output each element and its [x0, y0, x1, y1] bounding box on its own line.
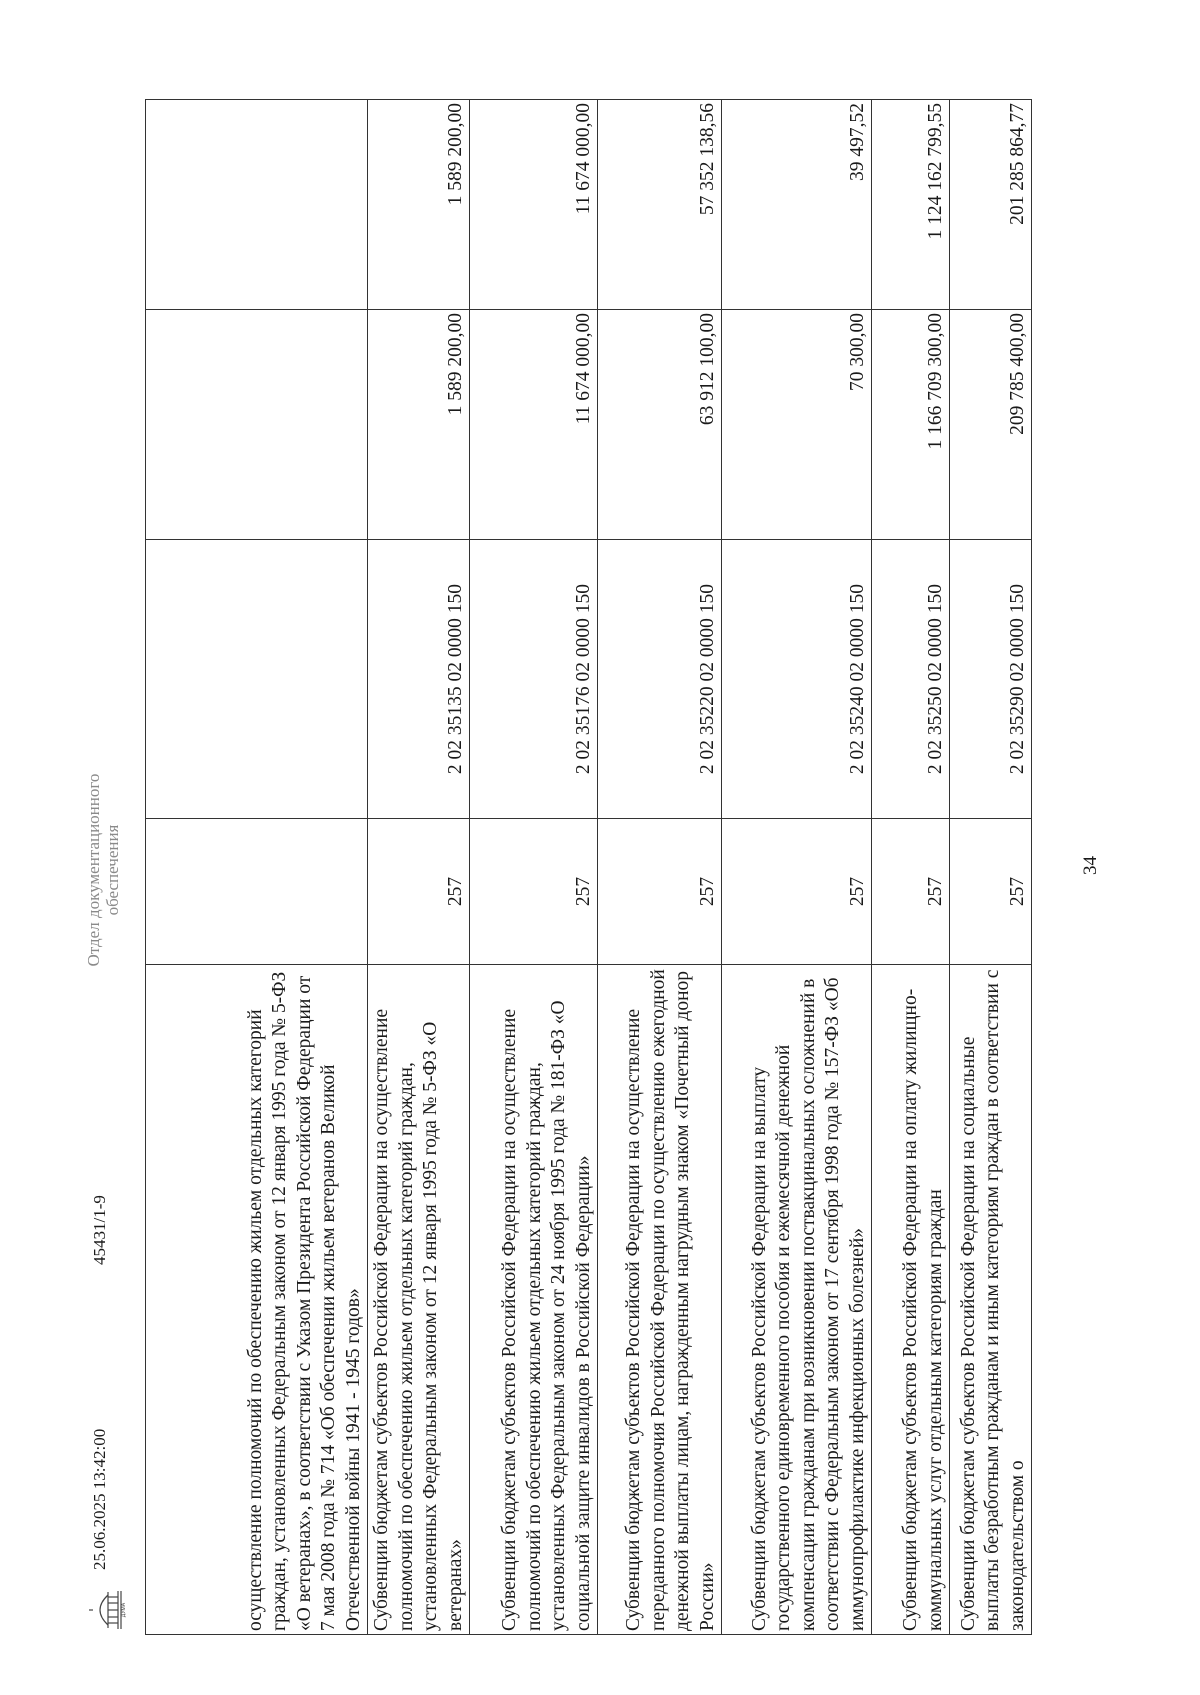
row-admin-code: 257 — [368, 819, 470, 965]
page-number: 34 — [1080, 856, 1101, 875]
table-row — [146, 100, 368, 1635]
row-name: осуществление полномочий по обеспечению жильем отдельных категорий граждан, установленных Федеральным законом от 12 января 1995 года № 5-ФЗ «О ветеранах», в соответствии с Указом Президента Российской Федерации от 7 мая 2008 года № 714 «Об обеспечении жильем ветеранов Великой Отечественной войны 1941 - 1945 годов» — [146, 965, 368, 1635]
stamp-line: обеспечения — [103, 824, 122, 916]
row-plan-amount — [146, 310, 368, 540]
row-fact-amount: 1 124 162 799,55 — [872, 100, 950, 310]
footer-date: 25.06.2025 13:42:00 — [90, 1428, 109, 1570]
row-name: Субвенции бюджетам субъектов Российской Федерации на оплату жилищно-коммунальных услуг отдельным категориям граждан — [872, 965, 950, 1635]
row-fact-amount: 39 497,52 — [722, 100, 872, 310]
department-stamp — [84, 735, 122, 1005]
duma-logo-icon — [88, 1587, 126, 1633]
table-row — [368, 100, 470, 1635]
table-row — [722, 100, 872, 1635]
revenue-table — [145, 99, 1032, 1635]
row-admin-code: 257 — [598, 819, 722, 965]
row-name: Субвенции бюджетам субъектов Российской Федерации на социальные выплаты безработным гражданам и иным категориям граждан в соответствии с законодательством о — [950, 965, 1032, 1635]
row-name: Субвенции бюджетам субъектов Российской Федерации на осуществление полномочий по обеспечению жильем отдельных категорий граждан, установленных Федеральным законом от 12 января 1995 года № 5-ФЗ «О ветеранах» — [368, 965, 470, 1635]
row-budget-code: 2 02 35176 02 0000 150 — [470, 540, 598, 819]
row-admin-code: 257 — [470, 819, 598, 965]
row-plan-amount: 209 785 400,00 — [950, 310, 1032, 540]
row-budget-code — [146, 540, 368, 819]
row-budget-code: 2 02 35250 02 0000 150 — [872, 540, 950, 819]
footer-doc-number: 45431/1-9 — [90, 1195, 109, 1265]
row-name: Субвенции бюджетам субъектов Российской Федерации на осуществление переданного полномочия Российской Федерации по осуществлению ежегодной денежной выплаты лицам, награжденным нагрудным знаком «Почетный донор России» — [598, 965, 722, 1635]
row-plan-amount: 70 300,00 — [722, 310, 872, 540]
table-row — [598, 100, 722, 1635]
row-admin-code: 257 — [722, 819, 872, 965]
row-admin-code: 257 — [872, 819, 950, 965]
row-plan-amount: 1 166 709 300,00 — [872, 310, 950, 540]
row-admin-code — [146, 819, 368, 965]
table-row — [950, 100, 1032, 1635]
row-budget-code: 2 02 35240 02 0000 150 — [722, 540, 872, 819]
table-row — [470, 100, 598, 1635]
svg-text:ДУМА: ДУМА — [121, 1602, 127, 1618]
row-name: Субвенции бюджетам субъектов Российской Федерации на выплату государственного единовременного пособия и ежемесячной денежной компенсации гражданам при возникновении поствакцинальных осложнений в соответствии с Федеральным законом от 17 сентября 1998 года № 157-ФЗ «Об иммунопрофилактике инфекционных болезней» — [722, 965, 872, 1635]
row-plan-amount: 11 674 000,00 — [470, 310, 598, 540]
row-fact-amount: 57 352 138,56 — [598, 100, 722, 310]
row-budget-code: 2 02 35135 02 0000 150 — [368, 540, 470, 819]
row-fact-amount: 201 285 864,77 — [950, 100, 1032, 310]
stamp-line: Отдел документационного — [84, 773, 103, 967]
row-budget-code: 2 02 35220 02 0000 150 — [598, 540, 722, 819]
row-fact-amount: 11 674 000,00 — [470, 100, 598, 310]
row-admin-code: 257 — [950, 819, 1032, 965]
row-plan-amount: 63 912 100,00 — [598, 310, 722, 540]
row-fact-amount — [146, 100, 368, 310]
row-budget-code: 2 02 35290 02 0000 150 — [950, 540, 1032, 819]
row-name: Субвенции бюджетам субъектов Российской Федерации на осуществление полномочий по обеспечению жильем отдельных категорий граждан, установленных Федеральным законом от 24 ноября 1995 года № 181-ФЗ «О социальной защите инвалидов в Российской Федерации» — [470, 965, 598, 1635]
row-plan-amount: 1 589 200,00 — [368, 310, 470, 540]
row-fact-amount: 1 589 200,00 — [368, 100, 470, 310]
table-row — [872, 100, 950, 1635]
